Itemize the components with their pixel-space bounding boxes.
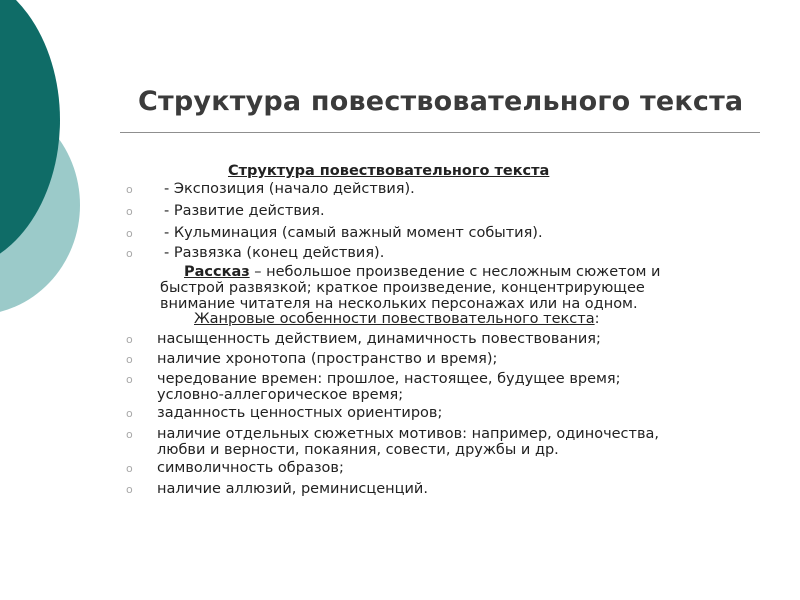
genre-heading: Жанровые особенности повествовательного текста [194,311,595,327]
bullet-icon: o [126,428,133,441]
structure-item: - Экспозиция (начало действия). [164,181,415,197]
bullet-icon: o [126,407,133,420]
genre-item: чередование времен: прошлое, настоящее, будущее время; [157,371,621,387]
slide-title: Структура повествовательного текста [138,86,744,117]
bullet-icon: o [126,205,133,218]
bullet-icon: o [126,183,133,196]
genre-item: наличие хронотопа (пространство и время); [157,351,498,367]
genre-item-continuation: любви и верности, покаяния, совести, дружбы и др. [157,442,559,458]
genre-heading-line [194,311,599,327]
genre-heading-colon: : [594,311,600,327]
bullet-icon: o [126,247,133,260]
structure-item: - Развитие действия. [164,203,325,219]
genre-item: наличие отдельных сюжетных мотивов: например, одиночества, [157,426,660,442]
bullet-icon: o [126,462,133,475]
bullet-icon: o [126,227,133,240]
rasskaz-line: внимание читателя на нескольких персонажах или на одном. [160,296,638,312]
structure-item: - Кульминация (самый важный момент события). [164,225,543,241]
genre-item-continuation: условно-аллегорическое время; [157,387,404,403]
rasskaz-line [184,264,660,280]
rasskaz-text: – небольшое произведение с несложным сюжетом и [249,264,661,280]
genre-item: наличие аллюзий, реминисценций. [157,481,428,497]
structure-item: - Развязка (конец действия). [164,245,385,261]
bullet-icon: o [126,483,133,496]
bullet-icon: o [126,373,133,386]
genre-item: символичность образов; [157,460,344,476]
rasskaz-line: быстрой развязкой; краткое произведение, концентрирующее [160,280,645,296]
title-divider [120,132,760,133]
structure-subheading: Структура повествовательного текста [228,163,550,179]
bullet-icon: o [126,333,133,346]
genre-item: заданность ценностных ориентиров; [157,405,443,421]
bullet-icon: o [126,353,133,366]
rasskaz-term: Рассказ [184,264,250,280]
genre-item: насыщенность действием, динамичность повествования; [157,331,601,347]
